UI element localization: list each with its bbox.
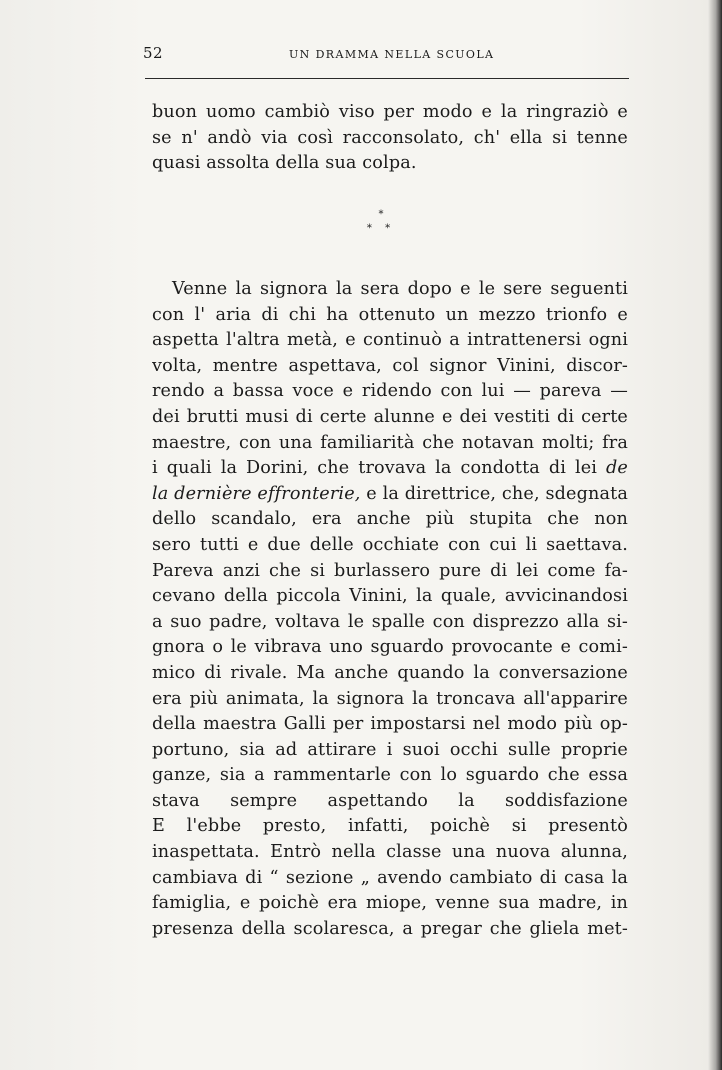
text-line: quasi assolta della sua colpa. [152, 153, 417, 174]
text-line: se n' andò via così racconsolato, ch' ella si tenne [152, 127, 628, 148]
text-line: maestre, con una familiarità che notavan molti; fra [152, 432, 628, 453]
text-line: aspetta l'altra metà, e continuò a intrattenersi ogni [152, 330, 628, 351]
text-line: ganze, sia a rammentarle con lo sguardo che essa [152, 765, 628, 786]
text-line: dei brutti musi di certe alunne e dei vestiti di certe [152, 406, 628, 427]
page-number: 52 [143, 44, 164, 62]
paragraph-main [152, 277, 628, 942]
text-line: gnora o le vibrava uno sguardo provocante e comi- [152, 637, 628, 658]
italic-phrase-start: de [606, 458, 628, 479]
text-line: con l' aria di chi ha ottenuto un mezzo trionfo e [152, 304, 628, 325]
text-line: era più animata, la signora la troncava all'apparire [152, 688, 628, 709]
page-header [143, 44, 629, 66]
text-line: della maestra Galli per impostarsi nel modo più op- [152, 714, 628, 735]
text-line: cevano della piccola Vinini, la quale, avvicinandosi [152, 586, 628, 607]
asterism-top: * [378, 209, 384, 220]
text-line: rendo a bassa voce e ridendo con lui — pareva — [152, 381, 628, 402]
text-line: Pareva anzi che si burlassero pure di lei come fa- [152, 560, 628, 581]
text-line: buon uomo cambiò viso per modo e la ringraziò e [152, 102, 628, 122]
binding-shadow [708, 0, 722, 1070]
text-line: sero tutti e due delle occhiate con cui li saettava. [152, 534, 628, 555]
text-segment: e la direttrice, che, sdegnata [366, 483, 628, 504]
text-line-mixed [152, 456, 628, 482]
text-line: famiglia, e poichè era miope, venne sua madre, in [152, 893, 628, 914]
text-line-mixed [152, 482, 628, 508]
text-line: E l'ebbe presto, infatti, poichè si presentò [152, 816, 628, 837]
text-line: mico di rivale. Ma anche quando la conversazione [152, 662, 628, 683]
text-line: volta, mentre aspettava, col signor Vinini, discor- [152, 355, 628, 376]
paragraph-continuation [152, 100, 628, 177]
text-line: inaspettata. Entrò nella classe una nuova alunna, [152, 842, 628, 863]
section-break-asterism [366, 210, 396, 240]
text-line: portuno, sia ad attirare i suoi occhi sulle proprie [152, 739, 628, 760]
text-line: cambiava di “ sezione „ avendo cambiato di casa la [152, 867, 628, 888]
text-line: a suo padre, voltava le spalle con disprezzo alla si- [152, 611, 628, 632]
text-line: Venne la signora la sera dopo e le sere seguenti [172, 279, 628, 299]
text-segment: i quali la Dorini, che trovava la condotta di lei [152, 458, 598, 479]
text-line: presenza della scolaresca, a pregar che gliela met- [152, 918, 628, 939]
text-line: dello scandalo, era anche più stupita che non [152, 509, 628, 530]
text-line: stava sempre aspettando la soddisfazione [152, 790, 628, 811]
header-rule [145, 78, 629, 79]
asterism-bottom: * * [366, 223, 396, 234]
italic-phrase: la dernière effronterie, [152, 483, 361, 504]
running-title: UN DRAMMA NELLA SCUOLA [289, 48, 495, 61]
